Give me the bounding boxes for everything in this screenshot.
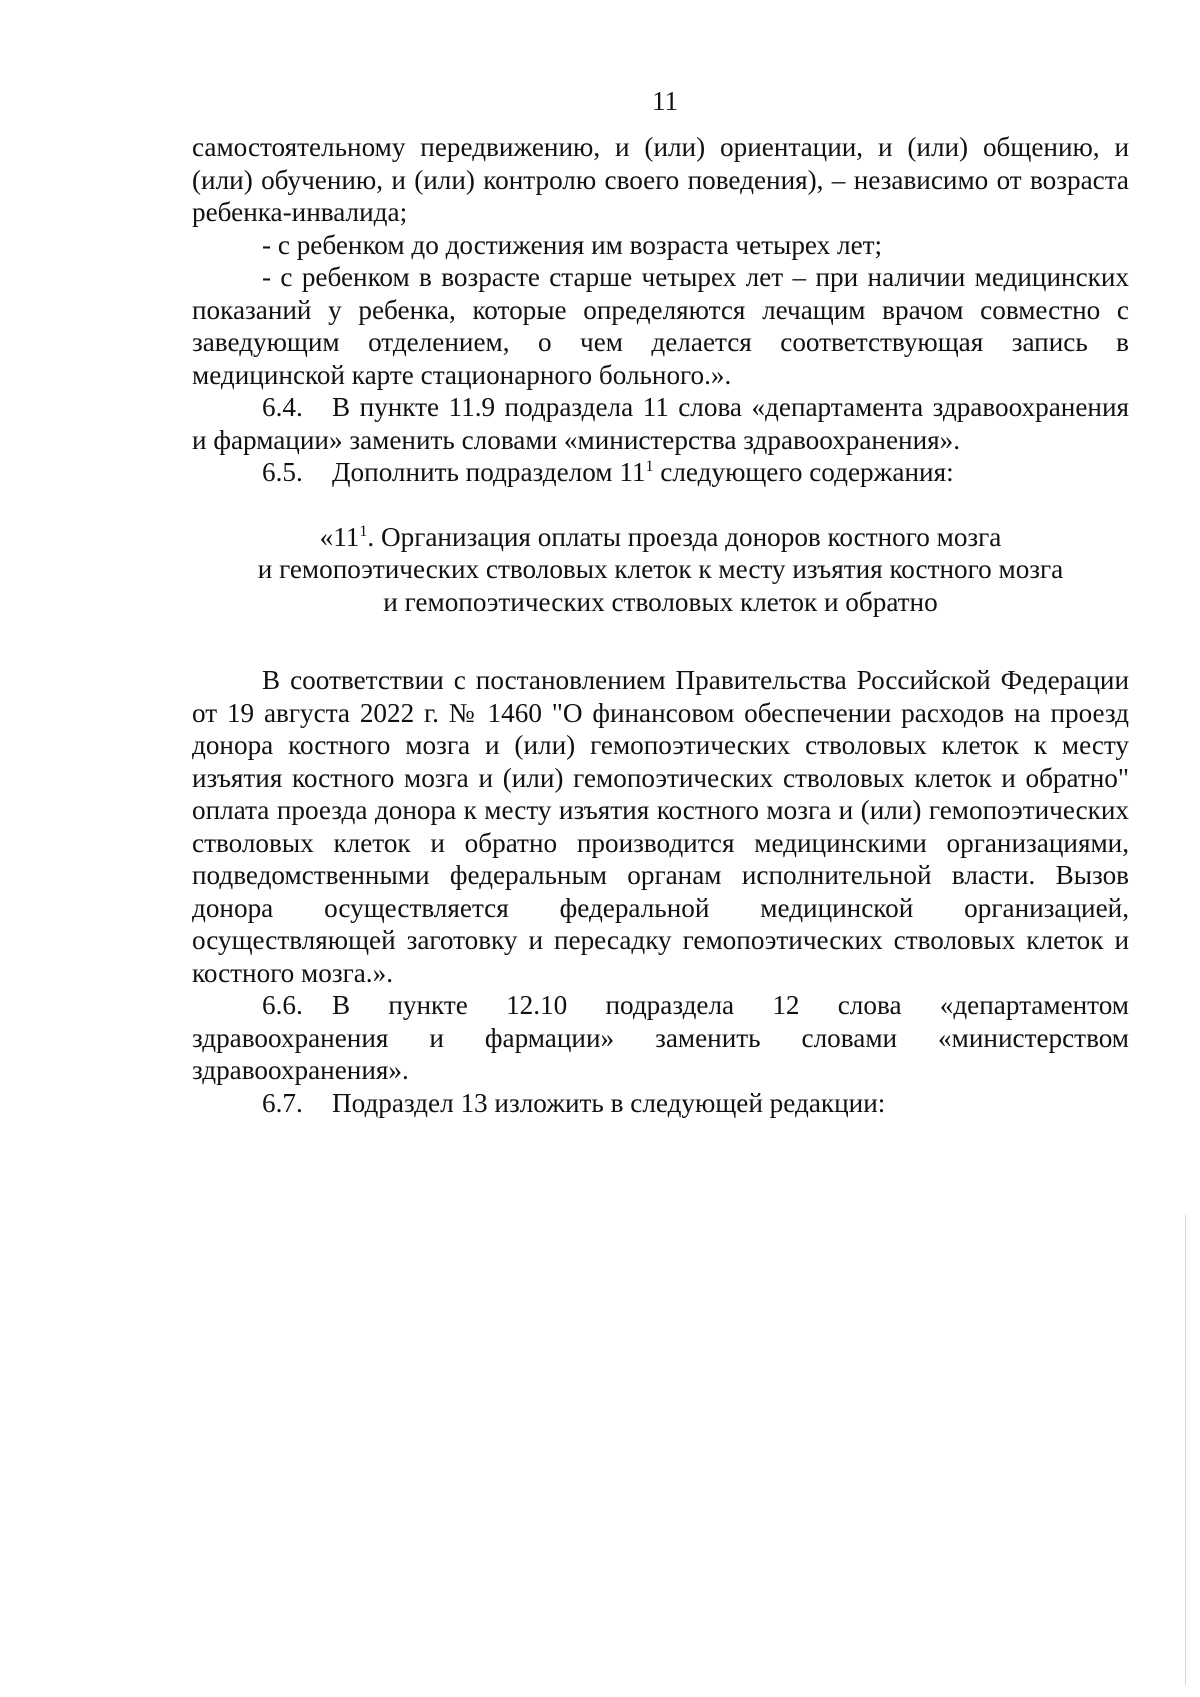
paragraph-dash-item-2: - с ребенком в возрасте старше четырех лет – при наличии медицинских показаний у ребенка, которые определяются лечащим врачом совместно с заведующим отделением, о чем делается соответствующая запись в медицинской карте стационарного больного.». (192, 262, 1129, 390)
scan-artifact-line (1185, 1215, 1186, 1685)
clause-text: В пункте 12.10 подраздела 12 слова «департаментом здравоохранения и фармации» заменить словами «министерством здравоохранения». (192, 990, 1129, 1085)
clause-text: В пункте 11.9 подраздела 11 слова «департамента здравоохранения и фармации» заменить словами «министерства здравоохранения». (192, 392, 1129, 455)
spacer (192, 618, 1129, 664)
clause-number: 6.7. (262, 1087, 303, 1118)
document-body (192, 131, 1129, 1119)
clause-6-7 (192, 1087, 1129, 1120)
section-body-paragraph: В соответствии с постановлением Правительства Российской Федерации от 19 августа 2022 г. № 1460 "О финансовом обеспечении расходов на проезд донора костного мозга и (или) гемопоэтических стволовых клеток к месту изъятия костного мозга и (или) гемопоэтических стволовых клеток и обратно" оплата проезда донора к месту изъятия костного мозга и (или) гемопоэтических стволовых клеток и обратно производится медицинскими организациями, подведомственными федеральным органам исполнительной власти. Вызов донора осуществляется федеральной медицинской организацией, осуществляющей заготовку и пересадку гемопоэтических стволовых клеток и костного мозга.». (192, 665, 1129, 988)
clause-text: Дополнить подразделом 11 (332, 457, 646, 487)
section-heading-line-2: и гемопоэтических стволовых клеток к месту изъятия костного мозга (257, 554, 1064, 584)
clause-number: 6.6. (262, 990, 303, 1020)
clause-text: Подраздел 13 изложить в следующей редакции: (332, 1087, 886, 1118)
page-number: 11 (652, 86, 678, 116)
clause-number: 6.5. (262, 457, 303, 487)
section-heading-line-1 (192, 521, 1129, 554)
superscript: 1 (645, 458, 654, 475)
paragraph-continuation: самостоятельному передвижению, и (или) ориентации, и (или) общению, и (или) обучению, и (или) контролю своего поведения), – независимо от возраста ребенка-инвалида; (192, 132, 1129, 227)
spacer (192, 489, 1129, 521)
clause-6-4 (192, 391, 1129, 456)
clause-text-continued: следующего содержания: (653, 457, 954, 487)
clause-6-5 (192, 456, 1129, 489)
clause-6-6 (192, 989, 1129, 1087)
section-heading-title: . Организация оплаты проезда доноров костного мозга (367, 521, 1002, 552)
clause-number: 6.4. (262, 392, 303, 422)
paragraph-dash-item-1: - с ребенком до достижения им возраста четырех лет; (262, 229, 883, 260)
section-heading-prefix: «11 (319, 521, 360, 552)
section-heading-line-3: и гемопоэтических стволовых клеток и обратно (383, 586, 938, 617)
superscript: 1 (359, 522, 368, 540)
